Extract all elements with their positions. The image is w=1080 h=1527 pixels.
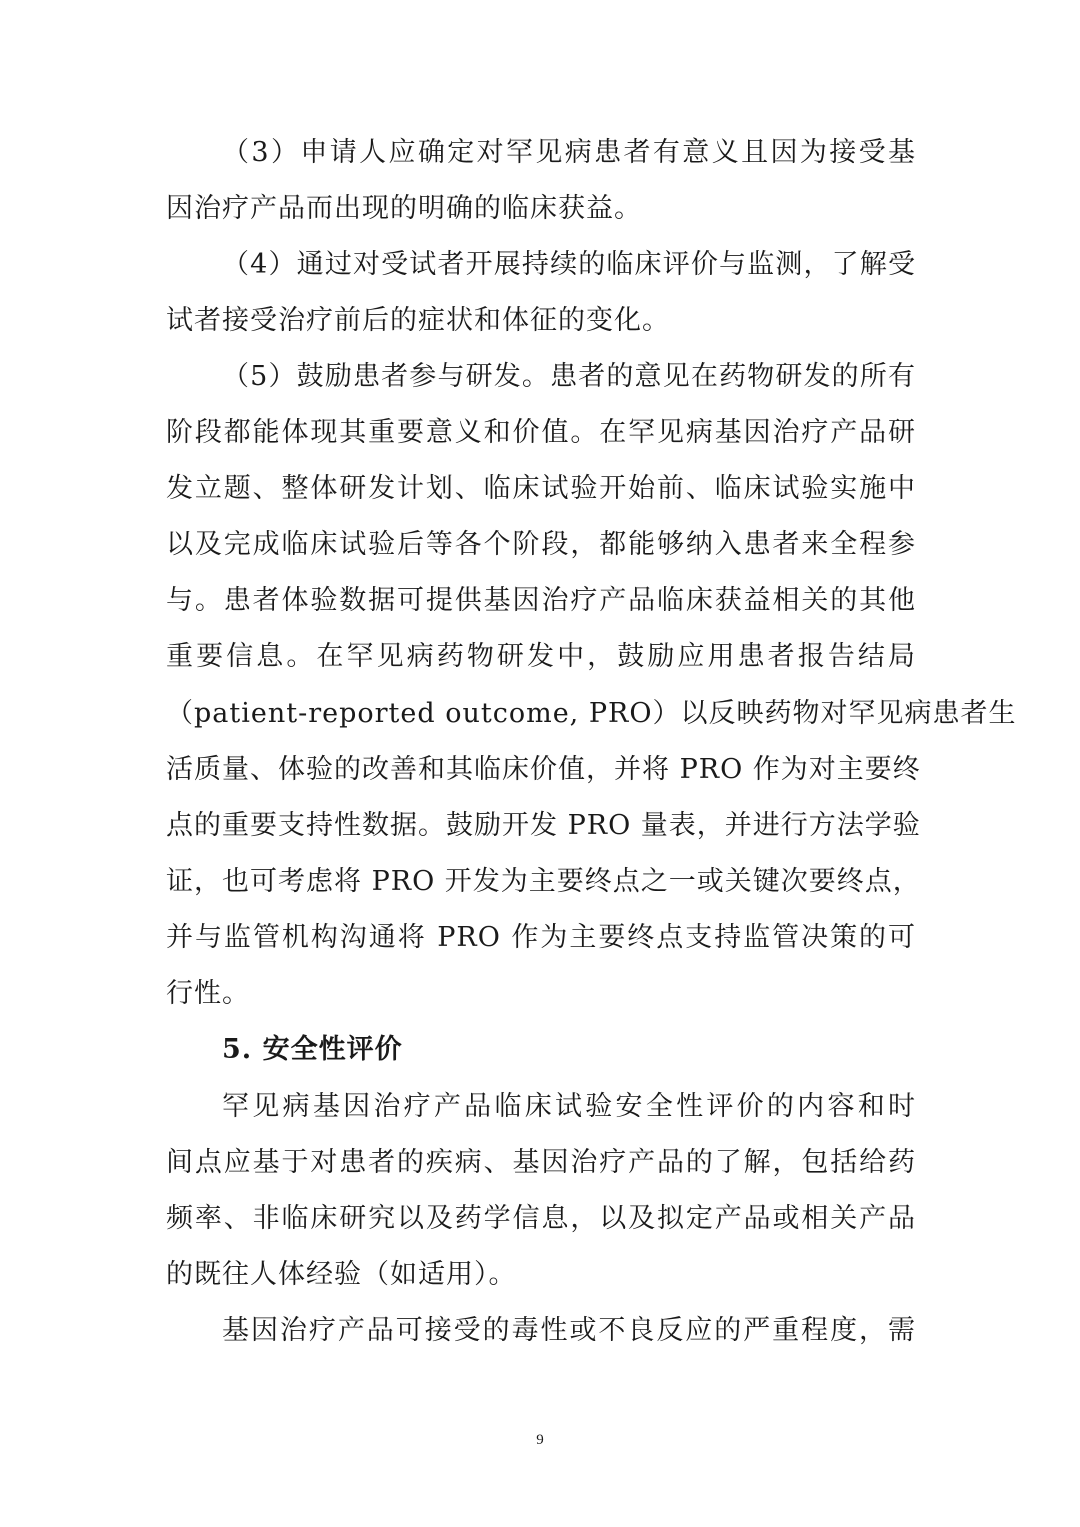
text-line: （4）通过对受试者开展持续的临床评价与监测，了解受 — [222, 249, 916, 280]
section-heading: 5. 安全性评价 — [222, 1034, 403, 1065]
text-line: 证，也可考虑将 PRO 开发为主要终点之一或关键次要终点， — [166, 866, 921, 897]
text-line: 阶段都能体现其重要意义和价值。在罕见病基因治疗产品研 — [166, 417, 916, 448]
text-line: 罕见病基因治疗产品临床试验安全性评价的内容和时 — [222, 1091, 916, 1122]
text-line: 因治疗产品而出现的明确的临床获益。 — [166, 193, 642, 224]
text-line: （3）申请人应确定对罕见病患者有意义且因为接受基 — [222, 137, 916, 168]
text-line: （5）鼓励患者参与研发。患者的意见在药物研发的所有 — [222, 361, 916, 392]
text-line: 基因治疗产品可接受的毒性或不良反应的严重程度，需 — [222, 1315, 916, 1346]
text-line: 发立题、整体研发计划、临床试验开始前、临床试验实施中 — [166, 473, 916, 504]
text-line: 重要信息。在罕见病药物研发中，鼓励应用患者报告结局 — [166, 641, 916, 672]
text-line: 的既往人体经验（如适用）。 — [166, 1259, 517, 1290]
text-line: 试者接受治疗前后的症状和体征的变化。 — [166, 305, 670, 336]
text-line: 点的重要支持性数据。鼓励开发 PRO 量表，并进行方法学验 — [166, 810, 921, 841]
text-line: 活质量、体验的改善和其临床价值，并将 PRO 作为对主要终 — [166, 754, 921, 785]
text-line: 与。患者体验数据可提供基因治疗产品临床获益相关的其他 — [166, 585, 916, 616]
text-line: 频率、非临床研究以及药学信息，以及拟定产品或相关产品 — [166, 1203, 916, 1234]
text-line: 以及完成临床试验后等各个阶段，都能够纳入患者来全程参 — [166, 529, 916, 560]
text-line: 行性。 — [166, 978, 250, 1009]
text-line: 并与监管机构沟通将 PRO 作为主要终点支持监管决策的可 — [166, 922, 916, 953]
text-line: （patient-reported outcome, PRO）以反映药物对罕见病患者生 — [166, 698, 1017, 729]
text-line: 间点应基于对患者的疾病、基因治疗产品的了解，包括给药 — [166, 1147, 916, 1178]
page-number: 9 — [536, 1432, 544, 1448]
